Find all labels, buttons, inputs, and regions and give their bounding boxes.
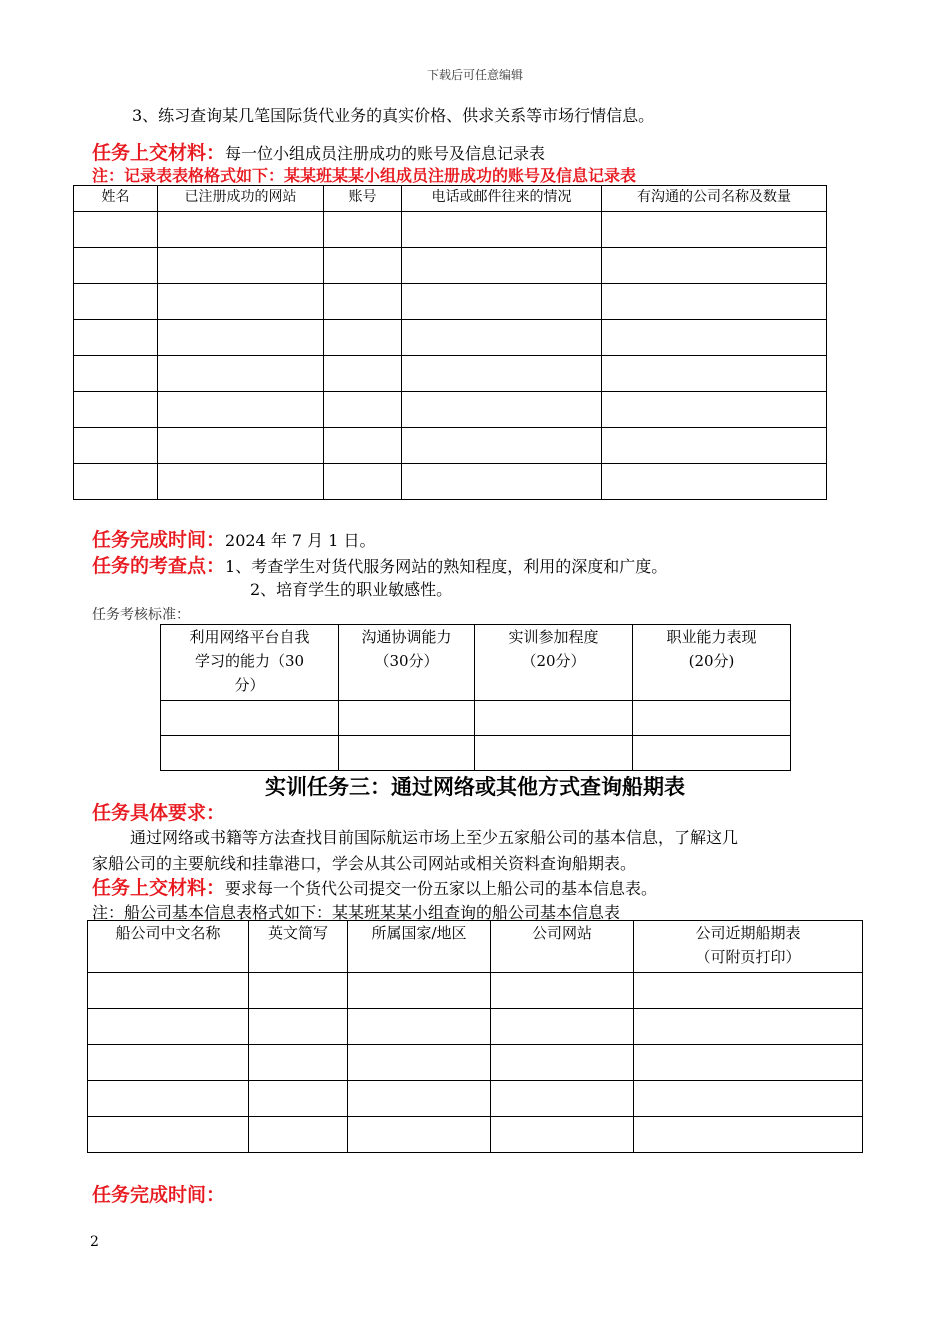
table-row (161, 701, 791, 736)
submit-materials-text: 每一位小组成员注册成功的账号及信息记录表 (225, 144, 546, 163)
table-cell (249, 1009, 348, 1045)
requirements-text-line1: 通过网络或书籍等方法查找目前国际航运市场上至少五家船公司的基本信息，了解这几 (130, 828, 739, 847)
column-header: 已注册成功的网站 (158, 186, 324, 212)
column-header: 船公司中文名称 (88, 921, 249, 973)
table-cell (339, 736, 475, 771)
column-header: 沟通协调能力 （30分） (339, 625, 475, 701)
column-header: 职业能力表现 (20分) (633, 625, 791, 701)
table-row (74, 464, 827, 500)
table-cell (324, 248, 402, 284)
table-cell (402, 320, 602, 356)
page-number: 2 (90, 1234, 99, 1250)
column-header: 有沟通的公司名称及数量 (602, 186, 827, 212)
table-cell (634, 1009, 863, 1045)
requirements-text-line2: 家船公司的主要航线和挂靠港口，学会从其公司网站或相关资料查询船期表。 (92, 854, 637, 873)
table-cell (158, 284, 324, 320)
table-format-note: 注：记录表表格格式如下：某某班某某小组成员注册成功的账号及信息记录表 (92, 166, 637, 185)
table-cell (324, 428, 402, 464)
shipping-table-note: 注：船公司基本信息表格式如下：某某班某某小组查询的船公司基本信息表 (92, 903, 621, 922)
table-cell (249, 1117, 348, 1153)
registration-record-table (73, 185, 827, 500)
table-cell (402, 428, 602, 464)
table-cell (634, 1117, 863, 1153)
table-cell (475, 701, 633, 736)
table-cell (88, 1009, 249, 1045)
table-cell (324, 464, 402, 500)
table-cell (88, 1045, 249, 1081)
table-cell (602, 356, 827, 392)
table-cell (74, 356, 158, 392)
table-cell (74, 428, 158, 464)
table-cell (491, 1045, 634, 1081)
table-cell (602, 284, 827, 320)
table-header-row (74, 186, 827, 212)
table-cell (74, 248, 158, 284)
column-header: 电话或邮件往来的情况 (402, 186, 602, 212)
table-cell (348, 1045, 491, 1081)
specific-requirements-label: 任务具体要求： (92, 802, 226, 824)
table-cell (348, 1117, 491, 1153)
column-header: 利用网络平台自我 学习的能力（30 分） (161, 625, 339, 701)
table-cell (339, 701, 475, 736)
table-cell (74, 212, 158, 248)
table-cell (158, 356, 324, 392)
table-cell (402, 392, 602, 428)
table-row (74, 320, 827, 356)
table-cell (88, 973, 249, 1009)
table-row (161, 736, 791, 771)
table-cell (348, 1081, 491, 1117)
column-header: 实训参加程度 （20分） (475, 625, 633, 701)
check-points-line (92, 551, 667, 578)
table-cell (158, 428, 324, 464)
table-cell (324, 284, 402, 320)
table-row (88, 973, 863, 1009)
table-cell (348, 973, 491, 1009)
check-point-1: 1、考查学生对货代服务网站的熟知程度，利用的深度和广度。 (225, 557, 668, 576)
practice-item-3: 3、练习查询某几笔国际货代业务的真实价格、供求关系等市场行情信息。 (132, 106, 655, 125)
finish-time-label: 任务完成时间： (92, 529, 226, 551)
table-cell (74, 392, 158, 428)
table-cell (161, 736, 339, 771)
table-cell (491, 973, 634, 1009)
check-points-label: 任务的考查点： (92, 555, 226, 577)
table-cell (324, 212, 402, 248)
column-header: 公司近期船期表 （可附页打印） (634, 921, 863, 973)
table-cell (633, 701, 791, 736)
table-header-row (161, 625, 791, 701)
table-cell (88, 1081, 249, 1117)
column-header: 英文简写 (249, 921, 348, 973)
table-header-row (88, 921, 863, 973)
table-row (88, 1045, 863, 1081)
table-cell (402, 464, 602, 500)
table-cell (74, 284, 158, 320)
table-cell (402, 284, 602, 320)
table-cell (602, 248, 827, 284)
table-cell (634, 973, 863, 1009)
finish-time-line (92, 525, 376, 552)
column-header: 账号 (324, 186, 402, 212)
table-cell (491, 1081, 634, 1117)
table-row (88, 1117, 863, 1153)
table-cell (161, 701, 339, 736)
table-row (74, 428, 827, 464)
table-row (74, 284, 827, 320)
assessment-standard-table (160, 624, 791, 771)
table-cell (158, 248, 324, 284)
task3-title: 实训任务三：通过网络或其他方式查询船期表 (265, 774, 685, 799)
table-row (74, 356, 827, 392)
table-cell (491, 1009, 634, 1045)
table-cell (74, 320, 158, 356)
table-cell (602, 392, 827, 428)
column-header: 所属国家/地区 (348, 921, 491, 973)
table-cell (634, 1045, 863, 1081)
table-cell (324, 320, 402, 356)
submit-materials-text-2: 要求每一个货代公司提交一份五家以上船公司的基本信息表。 (225, 879, 658, 898)
table-cell (348, 1009, 491, 1045)
column-header: 姓名 (74, 186, 158, 212)
table-cell (249, 1081, 348, 1117)
table-cell (602, 212, 827, 248)
table-cell (402, 212, 602, 248)
table-cell (602, 428, 827, 464)
check-point-2: 2、培育学生的职业敏感性。 (250, 580, 453, 599)
table-row (74, 212, 827, 248)
table-cell (249, 1045, 348, 1081)
finish-time-value: 2024 年 7 月 1 日。 (225, 531, 376, 550)
table-cell (634, 1081, 863, 1117)
submit-materials-line (92, 138, 545, 165)
shipping-company-table (87, 920, 863, 1153)
table-row (88, 1081, 863, 1117)
table-row (74, 392, 827, 428)
table-cell (158, 464, 324, 500)
column-header: 公司网站 (491, 921, 634, 973)
table-cell (475, 736, 633, 771)
finish-time-label-2: 任务完成时间： (92, 1184, 226, 1206)
table-cell (249, 973, 348, 1009)
table-cell (74, 464, 158, 500)
table-row (88, 1009, 863, 1045)
table-cell (602, 464, 827, 500)
submit-materials-label: 任务上交材料： (92, 142, 226, 164)
table-cell (402, 356, 602, 392)
assessment-standard-label: 任务考核标准： (92, 607, 190, 623)
table-cell (158, 320, 324, 356)
table-cell (491, 1117, 634, 1153)
table-cell (633, 736, 791, 771)
submit-materials-label-2: 任务上交材料： (92, 877, 226, 899)
table-cell (88, 1117, 249, 1153)
submit-materials-line-2 (92, 873, 657, 900)
table-cell (602, 320, 827, 356)
table-cell (158, 212, 324, 248)
table-cell (324, 392, 402, 428)
page-header: 下载后可任意编辑 (426, 68, 523, 82)
table-cell (324, 356, 402, 392)
table-cell (158, 392, 324, 428)
table-row (74, 248, 827, 284)
table-cell (402, 248, 602, 284)
